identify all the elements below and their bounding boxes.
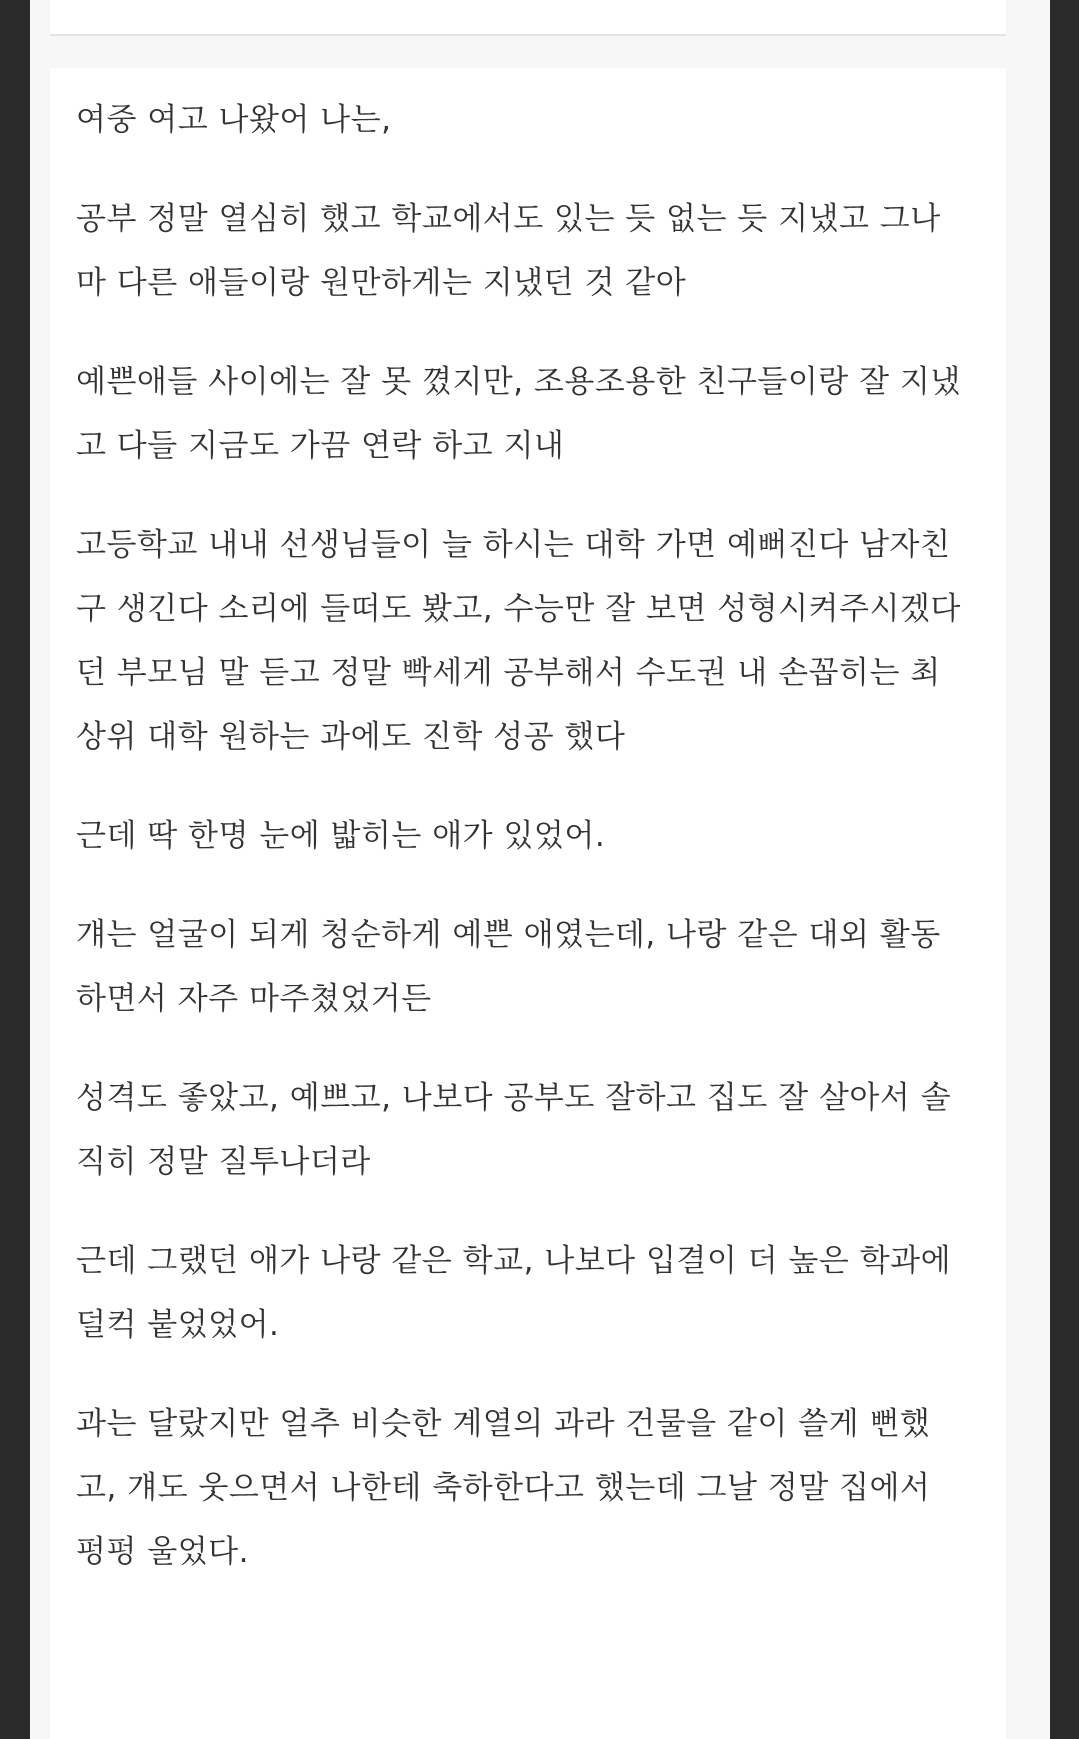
paragraph bbox=[76, 1066, 976, 1194]
text-line: 과는 달랐지만 얼추 비슷한 계열의 과라 건물을 같이 쓸게 뻔했 bbox=[76, 1406, 931, 1442]
text-line: 고등학교 내내 선생님들이 늘 하시는 대학 가면 예뻐진다 남자친 bbox=[76, 527, 951, 563]
text-line: 던 부모님 말 듣고 정말 빡세게 공부해서 수도권 내 손꼽히는 최 bbox=[76, 655, 941, 691]
text-line: 성격도 좋았고, 예쁘고, 나보다 공부도 잘하고 집도 잘 살아서 솔 bbox=[76, 1080, 952, 1116]
text-line: 근데 그랬던 애가 나랑 같은 학교, 나보다 입결이 더 높은 학과에 bbox=[76, 1243, 952, 1279]
paragraph bbox=[76, 804, 976, 868]
text-line: 덜컥 붙었었어. bbox=[76, 1307, 280, 1343]
post-content bbox=[76, 88, 976, 1619]
paragraph bbox=[76, 1392, 976, 1584]
text-line: 구 생긴다 소리에 들떠도 봤고, 수능만 잘 보면 성형시켜주시겠다 bbox=[76, 591, 961, 627]
text-line: 마 다른 애들이랑 원만하게는 지냈던 것 같아 bbox=[76, 265, 687, 301]
paragraph bbox=[76, 513, 976, 769]
paragraph bbox=[76, 88, 976, 152]
text-line: 여중 여고 나왔어 나는, bbox=[76, 102, 392, 138]
phone-screen[interactable] bbox=[30, 0, 1050, 1739]
text-line: 근데 딱 한명 눈에 밟히는 애가 있었어. bbox=[76, 818, 606, 854]
text-line: 예쁜애들 사이에는 잘 못 꼈지만, 조용조용한 친구들이랑 잘 지냈 bbox=[76, 364, 961, 400]
previous-card bbox=[50, 0, 1006, 36]
text-line: 직히 정말 질투나더라 bbox=[76, 1144, 371, 1180]
text-line: 걔는 얼굴이 되게 청순하게 예쁜 애였는데, 나랑 같은 대외 활동 bbox=[76, 917, 941, 953]
paragraph bbox=[76, 903, 976, 1031]
paragraph bbox=[76, 350, 976, 478]
text-line: 펑펑 울었다. bbox=[76, 1534, 249, 1570]
paragraph bbox=[76, 1229, 976, 1357]
text-line: 하면서 자주 마주쳤었거든 bbox=[76, 981, 432, 1017]
text-line: 고 다들 지금도 가끔 연락 하고 지내 bbox=[76, 428, 565, 464]
text-line: 상위 대학 원하는 과에도 진학 성공 했다 bbox=[76, 719, 626, 755]
text-line: 공부 정말 열심히 했고 학교에서도 있는 듯 없는 듯 지냈고 그나 bbox=[76, 201, 941, 237]
text-line: 고, 걔도 웃으면서 나한테 축하한다고 했는데 그날 정말 집에서 bbox=[76, 1470, 931, 1506]
paragraph bbox=[76, 187, 976, 315]
